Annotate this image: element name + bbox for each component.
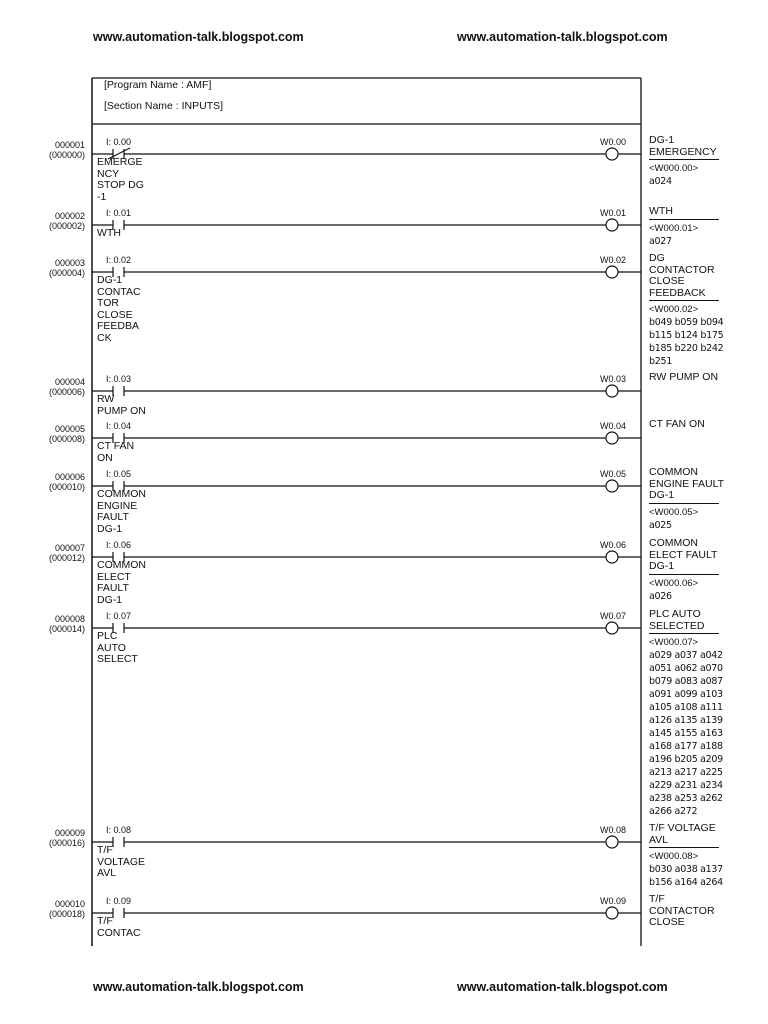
coil-icon bbox=[606, 148, 618, 160]
description-line: PLC bbox=[97, 630, 118, 642]
variable-name: <W000.07> bbox=[649, 637, 699, 649]
description-line: PUMP ON bbox=[97, 404, 146, 417]
coil-address: W0.02 bbox=[599, 255, 626, 265]
coil-icon bbox=[606, 907, 618, 919]
cross-reference-line: a196 b205 a209 bbox=[649, 754, 723, 766]
coil-address: W0.05 bbox=[599, 469, 626, 479]
rung-step: (000008) bbox=[48, 433, 85, 444]
contact-address: I: 0.08 bbox=[106, 825, 132, 835]
contact-address: I: 0.00 bbox=[106, 137, 132, 147]
output-comment bbox=[649, 135, 749, 188]
contact-description bbox=[97, 394, 146, 417]
contact-description bbox=[97, 916, 141, 939]
comment-line: AVL bbox=[649, 833, 669, 846]
coil-icon bbox=[606, 622, 618, 634]
rung-address: 000005 bbox=[54, 424, 85, 434]
comment-line: DG-1 bbox=[649, 134, 675, 146]
contact-description bbox=[97, 157, 144, 203]
cross-reference-line: b049 b059 b094 bbox=[649, 317, 724, 329]
footer-url-right: www.automation-talk.blogspot.com bbox=[457, 980, 668, 994]
description-line: ENGINE bbox=[97, 499, 138, 512]
coil-address: W0.04 bbox=[599, 421, 626, 431]
description-line: T/F bbox=[97, 915, 113, 927]
contact-description bbox=[97, 845, 145, 880]
rung-address: 000004 bbox=[54, 377, 85, 387]
output-comment bbox=[649, 823, 749, 889]
coil-address: W0.09 bbox=[599, 896, 626, 906]
description-line: RW bbox=[97, 393, 115, 405]
footer-url-left: www.automation-talk.blogspot.com bbox=[93, 980, 304, 994]
cross-reference-line: a091 a099 a103 bbox=[649, 689, 723, 701]
cross-reference-line: a105 a108 a111 bbox=[649, 702, 723, 714]
output-comment bbox=[649, 419, 749, 432]
comment-name bbox=[649, 206, 719, 220]
cross-reference-line: a168 a177 a188 bbox=[649, 741, 723, 753]
description-line: COMMON bbox=[97, 488, 146, 500]
contact-address: I: 0.02 bbox=[106, 255, 132, 265]
rung-number bbox=[49, 473, 85, 492]
program-name: [Program Name : AMF] bbox=[104, 79, 212, 91]
description-line: EMERGE bbox=[97, 156, 143, 168]
cross-reference-line: a266 a272 bbox=[649, 806, 698, 818]
description-line: FAULT bbox=[97, 511, 129, 523]
comment-line: T/F bbox=[649, 893, 665, 905]
coil-address: W0.03 bbox=[599, 374, 626, 384]
contact-address: I: 0.05 bbox=[106, 469, 132, 479]
rung-number bbox=[49, 900, 85, 919]
coil-address: W0.00 bbox=[599, 137, 626, 147]
contact-address: I: 0.06 bbox=[106, 540, 132, 550]
description-line: ON bbox=[97, 451, 113, 464]
rung-number bbox=[49, 259, 85, 278]
comment-line: CLOSE bbox=[649, 275, 685, 288]
description-line: SELECT bbox=[97, 653, 138, 665]
comment-name bbox=[649, 253, 719, 301]
rung-number bbox=[49, 615, 85, 634]
description-line: DG-1 bbox=[97, 274, 123, 286]
contact-address: I: 0.01 bbox=[106, 208, 132, 218]
comment-line: FEEDBACK bbox=[649, 286, 706, 299]
output-comment bbox=[649, 467, 749, 532]
comment-line: ELECT FAULT bbox=[649, 548, 718, 561]
comment-name bbox=[649, 135, 719, 160]
comment-line: DG bbox=[649, 252, 665, 264]
comment-line: SELECTED bbox=[649, 619, 705, 632]
contact-description bbox=[97, 441, 134, 464]
description-line: VOLTAGE bbox=[97, 855, 146, 868]
cross-reference-line: a026 bbox=[649, 590, 672, 602]
contact-description bbox=[97, 228, 121, 240]
cross-reference-line: a126 a135 a139 bbox=[649, 715, 723, 727]
description-line: DG-1 bbox=[97, 522, 123, 535]
coil-icon bbox=[606, 266, 618, 278]
rung-step: (000012) bbox=[48, 552, 85, 563]
comment-line: COMMON bbox=[649, 537, 698, 549]
comment-name bbox=[649, 419, 719, 432]
variable-name: <W000.02> bbox=[649, 304, 699, 316]
rung-step: (000000) bbox=[48, 149, 85, 160]
rung-address: 000009 bbox=[54, 828, 85, 838]
rung-number bbox=[49, 425, 85, 444]
rung-address: 000001 bbox=[54, 140, 85, 150]
rung-address: 000008 bbox=[54, 614, 85, 624]
cross-reference-line: a229 a231 a234 bbox=[649, 780, 723, 792]
cross-reference-line: b115 b124 b175 bbox=[649, 330, 724, 342]
description-line: WTH bbox=[97, 227, 121, 239]
description-line: NCY bbox=[97, 167, 120, 180]
variable-name: <W000.00> bbox=[649, 163, 699, 175]
description-line: STOP DG bbox=[97, 179, 144, 191]
variable-name: <W000.08> bbox=[649, 851, 699, 863]
comment-name bbox=[649, 823, 719, 848]
section-name: [Section Name : INPUTS] bbox=[104, 100, 224, 112]
rung-step: (000014) bbox=[48, 623, 85, 634]
coil-icon bbox=[606, 480, 618, 492]
output-comment bbox=[649, 609, 749, 818]
comment-line: CONTACTOR bbox=[649, 263, 715, 276]
rung-number bbox=[49, 212, 85, 231]
cross-reference-line: a051 a062 a070 bbox=[649, 663, 723, 675]
cross-reference-line: a025 bbox=[649, 519, 672, 531]
cross-reference-line: b156 a164 a264 bbox=[649, 877, 723, 889]
rung-number bbox=[49, 544, 85, 563]
comment-name bbox=[649, 466, 725, 504]
cross-reference-line: a027 bbox=[649, 235, 672, 247]
output-comment bbox=[649, 894, 749, 930]
comment-line: ENGINE FAULT bbox=[649, 477, 725, 490]
coil-address: W0.06 bbox=[599, 540, 626, 550]
rung-step: (000018) bbox=[48, 908, 85, 919]
contact-description bbox=[97, 631, 138, 666]
contact-address: I: 0.03 bbox=[106, 374, 132, 384]
variable-name: <W000.06> bbox=[649, 577, 699, 589]
description-line: CONTAC bbox=[97, 926, 141, 939]
comment-line: WTH bbox=[649, 205, 673, 217]
cross-reference-line: b251 bbox=[649, 356, 672, 368]
cross-reference-line: a024 bbox=[649, 176, 672, 188]
variable-name: <W000.05> bbox=[649, 506, 699, 518]
output-comment bbox=[649, 253, 749, 368]
comment-line: CONTACTOR bbox=[649, 904, 715, 917]
description-line: FAULT bbox=[97, 582, 129, 594]
cross-reference-line: b079 a083 a087 bbox=[649, 676, 723, 688]
coil-address: W0.01 bbox=[599, 208, 626, 218]
rung-step: (000010) bbox=[48, 481, 85, 492]
rung-number bbox=[49, 141, 85, 160]
description-line: CT FAN bbox=[97, 440, 135, 452]
comment-line: EMERGENCY bbox=[649, 145, 717, 158]
cross-reference-line: a145 a155 a163 bbox=[649, 728, 723, 740]
variable-name: <W000.01> bbox=[649, 222, 699, 234]
output-comment bbox=[649, 206, 749, 248]
comment-line: COMMON bbox=[649, 466, 698, 478]
description-line: AVL bbox=[97, 867, 117, 879]
rung-address: 000010 bbox=[54, 899, 85, 909]
rung-address: 000007 bbox=[54, 543, 85, 553]
comment-line: CLOSE bbox=[649, 916, 685, 929]
header-url-left: www.automation-talk.blogspot.com bbox=[93, 30, 304, 44]
comment-line: DG-1 bbox=[649, 560, 675, 573]
rung-step: (000016) bbox=[48, 837, 85, 848]
cross-reference-line: a238 a253 a262 bbox=[649, 793, 723, 805]
comment-line: T/F VOLTAGE bbox=[649, 822, 716, 834]
description-line: CLOSE bbox=[97, 308, 133, 321]
description-line: AUTO bbox=[97, 641, 126, 654]
description-line: FEEDBA bbox=[97, 320, 140, 332]
header-url-right: www.automation-talk.blogspot.com bbox=[457, 30, 668, 44]
description-line: COMMON bbox=[97, 559, 146, 571]
comment-name bbox=[649, 609, 719, 634]
cross-reference-line: b030 a038 a137 bbox=[649, 864, 723, 876]
description-line: TOR bbox=[97, 297, 119, 309]
coil-address: W0.08 bbox=[599, 825, 626, 835]
output-comment bbox=[649, 538, 749, 603]
contact-address: I: 0.04 bbox=[106, 421, 132, 431]
cross-reference-line: a213 a217 a225 bbox=[649, 767, 723, 779]
rung-address: 000002 bbox=[54, 211, 85, 221]
description-line: -1 bbox=[97, 190, 107, 203]
description-line: CONTAC bbox=[97, 285, 141, 298]
coil-icon bbox=[606, 219, 618, 231]
coil-icon bbox=[606, 551, 618, 563]
comment-line: CT FAN ON bbox=[649, 418, 705, 430]
output-comment bbox=[649, 372, 749, 385]
contact-address: I: 0.07 bbox=[106, 611, 132, 621]
comment-name bbox=[649, 538, 719, 575]
rung-step: (000006) bbox=[48, 386, 85, 397]
rung-address: 000006 bbox=[54, 472, 85, 482]
comment-name bbox=[649, 894, 719, 930]
contact-address: I: 0.09 bbox=[106, 896, 132, 906]
contact-description bbox=[97, 275, 141, 344]
description-line: CK bbox=[97, 331, 112, 344]
rung-number bbox=[49, 829, 85, 848]
rung-step: (000002) bbox=[48, 220, 85, 231]
rung-number bbox=[49, 378, 85, 397]
contact-description bbox=[97, 489, 146, 535]
cross-reference-line: a029 a037 a042 bbox=[649, 650, 723, 662]
coil-icon bbox=[606, 836, 618, 848]
coil-address: W0.07 bbox=[599, 611, 626, 621]
rung-step: (000004) bbox=[48, 267, 85, 278]
coil-icon bbox=[606, 432, 618, 444]
comment-line: DG-1 bbox=[649, 489, 675, 502]
description-line: ELECT bbox=[97, 570, 131, 583]
comment-name bbox=[649, 372, 719, 385]
cross-reference-line: b185 b220 b242 bbox=[649, 343, 724, 355]
comment-line: PLC AUTO bbox=[649, 608, 701, 620]
coil-icon bbox=[606, 385, 618, 397]
comment-line: RW PUMP ON bbox=[649, 371, 719, 383]
rung-address: 000003 bbox=[54, 258, 85, 268]
description-line: T/F bbox=[97, 844, 113, 856]
contact-description bbox=[97, 560, 146, 606]
description-line: DG-1 bbox=[97, 593, 123, 606]
